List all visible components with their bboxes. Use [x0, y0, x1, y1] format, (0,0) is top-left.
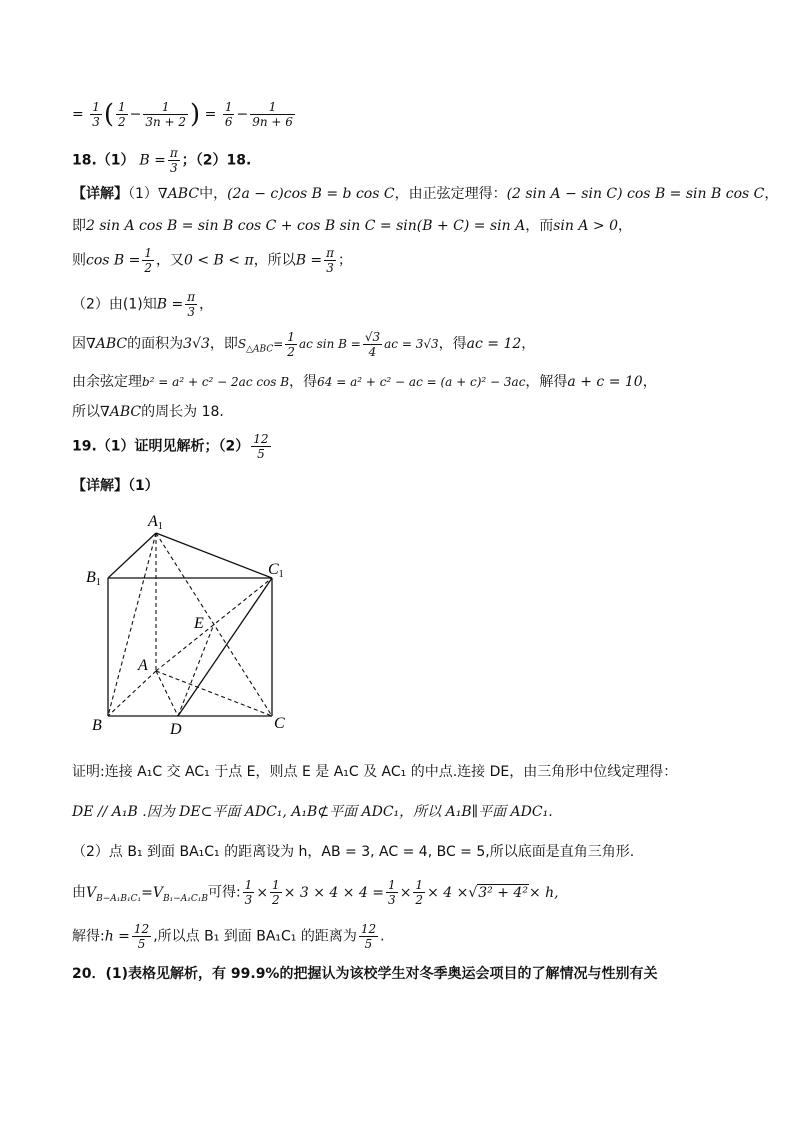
fraction-denominator: 9n + 6 [252, 115, 293, 129]
sqrt-radicand: 3² + 4² [478, 884, 528, 901]
fraction-one-over-3n2 [143, 100, 188, 129]
q18-detail-line-7 [72, 402, 224, 422]
fraction-numerator: 1 [117, 100, 126, 114]
pi-over-3 [185, 290, 197, 319]
edge-c1-d [178, 578, 272, 716]
q19-detail-tag [72, 476, 159, 496]
text: 由余弦定理 [72, 374, 142, 390]
fraction-one-third [90, 100, 102, 129]
fraction-denominator: 2 [117, 115, 126, 129]
prism-figure [84, 506, 314, 738]
text: 中， [199, 186, 228, 202]
text: ， [521, 336, 536, 352]
equation: 0 < B < π [184, 252, 254, 269]
text: ， [199, 296, 214, 313]
label-b1: B1 [86, 569, 101, 588]
equation: ac = 3√3 [384, 337, 439, 351]
edge-a-b [108, 671, 156, 716]
q18-detail-line-3 [72, 246, 352, 280]
fraction-numerator: 12 [133, 922, 150, 936]
text: （2）由(1)知 [72, 296, 157, 313]
triangle-abc: ∇ABC [86, 336, 128, 352]
fraction-denominator: 3 [187, 305, 195, 319]
q19-proof-line-2 [72, 802, 553, 822]
equation: 2 sin A cos B = sin B cos C + cos B sin C = sin(B + C) = sin A [86, 218, 526, 234]
fraction-numerator: 1 [224, 100, 233, 114]
left-paren: ( [103, 99, 114, 130]
label-e: E [194, 615, 204, 632]
equation: ac = 12 [466, 336, 522, 352]
fraction-denominator: 2 [272, 893, 280, 907]
equation: B = [295, 252, 323, 269]
equation: × h, [528, 884, 559, 901]
fraction-denominator: 5 [364, 937, 373, 951]
q18-detail-line-4 [72, 290, 213, 324]
fraction-numerator: 1 [143, 100, 188, 115]
text: ，由正弦定理得： [394, 186, 507, 202]
fraction-numerator: π [169, 146, 178, 160]
fraction-denominator: 2 [287, 345, 295, 359]
b-equals: B = [139, 152, 166, 169]
fraction-one-half [116, 100, 128, 129]
q19-answer-heading [72, 432, 273, 468]
volume-subscript: B₁−A₁C₁B [162, 893, 208, 904]
equation: 64 = a² + c² − ac = (a + c)² − 3ac [317, 375, 526, 389]
detail-tag: 【详解】（1） [72, 478, 159, 494]
edge-b1-a1 [108, 533, 156, 578]
fraction-numerator: 1 [272, 878, 280, 892]
q18-detail-line-5 [72, 330, 535, 364]
equation: × 3 × 4 × 4 = [283, 884, 385, 901]
text: ，又 [156, 252, 185, 269]
text: 可得: [207, 884, 241, 901]
fraction-numerator: 1 [388, 878, 396, 892]
fraction-denominator: 6 [224, 115, 233, 129]
pi-over-3 [324, 246, 336, 275]
q20-text: 20．(1)表格见解析，有 99.9%的把握认为该校学生对冬季奥运会项目的了解情况与性别有关 [72, 966, 658, 982]
volume-subscript: B−A₁B₁C₁ [96, 893, 142, 904]
fraction-numerator: 1 [250, 100, 295, 115]
text: （1） [128, 186, 158, 202]
text: ， [617, 218, 632, 234]
text: ,所以点 B₁ 到面 BA₁C₁ 的距离为 [153, 928, 357, 945]
q20-answer-heading [72, 964, 657, 984]
text: 解得: [72, 928, 105, 945]
triangle-abc: ∇ABC [100, 404, 142, 420]
equation: b² = a² + c² − 2ac cos B [142, 375, 290, 389]
equation: × 4 × [427, 884, 469, 901]
fraction-numerator: 1 [415, 878, 424, 892]
fraction-denominator: 2 [415, 893, 424, 907]
text: ， [764, 186, 779, 202]
minus-sign: − [236, 106, 249, 123]
label-d: D [170, 721, 182, 738]
label-c1: C1 [268, 561, 284, 580]
fraction-one-third [243, 878, 255, 907]
fraction-denominator: 5 [137, 937, 146, 951]
text: ； [338, 252, 353, 269]
q18-detail-line-2 [72, 216, 632, 236]
q18-answer-heading [72, 146, 251, 180]
equals-sign: = [72, 106, 84, 123]
formula-line-continued [72, 100, 297, 134]
edge-a-c [156, 671, 272, 716]
text: 即 [72, 218, 86, 234]
fraction-one-half [285, 330, 297, 359]
equation: (2 sin A − sin C) cos B = sin B cos C [506, 186, 765, 202]
q19-part2-line-2: 由$V_{B-A_1B_1C_1}=V_{B_1-A_1C_1B}$可得: $\frac{1}{3}$ × $\frac{1}{2}$ × 3 × 4 × 4 = $\frac{1}{3}$ × $\frac{1}{2}$ × 4 ×√3² + 4²× h, [72, 878, 559, 907]
text: ，所以 [253, 252, 296, 269]
triangle-abc: ∇ABC [157, 186, 200, 202]
label-a1: A1 [148, 513, 163, 532]
equation: B = [156, 296, 184, 313]
q19-proof-line-1 [72, 762, 677, 782]
text: 由 [72, 884, 86, 901]
area-subscript: △ABC [246, 344, 274, 355]
fraction-12-over-5 [251, 432, 270, 461]
fraction-one-sixth [223, 100, 235, 129]
equals-sign: = [141, 884, 153, 901]
fraction-numerator: 12 [360, 922, 377, 936]
q19-label: 19.（1）证明见解析；（2） [72, 438, 250, 455]
equation: ac sin B = [298, 337, 361, 351]
fraction-denominator: 3 [244, 893, 253, 907]
fraction-denominator: 3 [170, 161, 178, 175]
text: ， [642, 374, 657, 390]
q18-part2: ；（2）18. [181, 152, 252, 169]
equals-sign: = [273, 337, 284, 351]
fraction-numerator: 1 [244, 878, 253, 892]
fraction-denominator: 3n + 2 [145, 115, 187, 129]
q18-detail-line-6 [72, 372, 657, 392]
text: 证明:连接 A₁C 交 AC₁ 于点 E，则点 E 是 A₁C 及 AC₁ 的中点.连接 DE，由三角形中位线定理得： [72, 764, 678, 780]
pi-over-3 [168, 146, 180, 175]
edge-a1-b [108, 533, 156, 716]
fraction-denominator: 3 [92, 115, 100, 129]
area-symbol: S [237, 337, 247, 351]
right-paren: ) [190, 99, 201, 130]
volume-symbol: V [152, 884, 163, 901]
text: （2）点 B₁ 到面 BA₁C₁ 的距离设为 h，AB = 3, AC = 4, BC = 5,所以底面是直角三角形. [72, 844, 635, 860]
volume-symbol: V [86, 884, 97, 901]
q18-label: 18.（1） [72, 152, 135, 169]
text: 的面积为 [127, 336, 184, 352]
equation: cos B = [86, 252, 141, 269]
q19-part2-line-1 [72, 842, 634, 862]
equation: sin A > 0 [553, 218, 618, 234]
text: ，即 [209, 336, 238, 352]
label-b: B [92, 717, 102, 734]
fraction-one-half [142, 246, 154, 275]
fraction-one-half [270, 878, 282, 907]
equation: a + c = 10 [567, 374, 643, 390]
fraction-numerator: π [326, 246, 335, 260]
fraction-numerator: 1 [92, 100, 100, 114]
text: ，解得 [525, 374, 568, 390]
text: ，得 [438, 336, 467, 352]
equals-sign: = [204, 106, 217, 123]
text: 所以 [72, 404, 100, 420]
fraction-numerator: √3 [364, 330, 381, 344]
text: ，得 [289, 374, 318, 390]
text: 则 [72, 252, 86, 269]
label-a: A [138, 657, 148, 674]
fraction-one-third [386, 878, 398, 907]
label-c: C [274, 715, 285, 732]
fraction-denominator: 3 [326, 261, 334, 275]
fraction-numerator: π [187, 290, 196, 304]
fraction-denominator: 3 [388, 893, 396, 907]
text: 的周长为 18. [141, 404, 224, 420]
fraction-denominator: 2 [144, 261, 153, 275]
fraction-denominator: 4 [368, 345, 377, 359]
text: . [380, 928, 385, 945]
fraction-numerator: 1 [287, 330, 295, 344]
minus-sign: − [129, 106, 142, 123]
detail-tag: 【详解】 [72, 186, 128, 202]
q19-part2-line-3 [72, 922, 385, 958]
fraction-12-over-5 [359, 922, 378, 951]
area-value: 3√3 [183, 336, 210, 352]
fraction-one-over-9n6 [250, 100, 295, 129]
fraction-one-half [413, 878, 425, 907]
fraction-12-over-5 [132, 922, 151, 951]
fraction-sqrt3-over-4 [363, 330, 382, 359]
edge-a1-c1 [156, 533, 272, 578]
fraction-numerator: 1 [144, 246, 153, 260]
edge-a-d [156, 671, 178, 716]
text: ，而 [525, 218, 554, 234]
equation: (2a − c)cos B = b cos C [227, 186, 395, 202]
text: 因 [72, 336, 86, 352]
text: DE // A₁B .因为 DE⊂平面 ADC₁, A₁B⊄平面 ADC₁，所以 A₁B∥平面 ADC₁. [72, 804, 553, 820]
fraction-denominator: 5 [257, 447, 265, 461]
q18-detail-line-1 [72, 184, 778, 204]
fraction-numerator: 12 [253, 432, 269, 446]
equation: h = [104, 928, 130, 945]
